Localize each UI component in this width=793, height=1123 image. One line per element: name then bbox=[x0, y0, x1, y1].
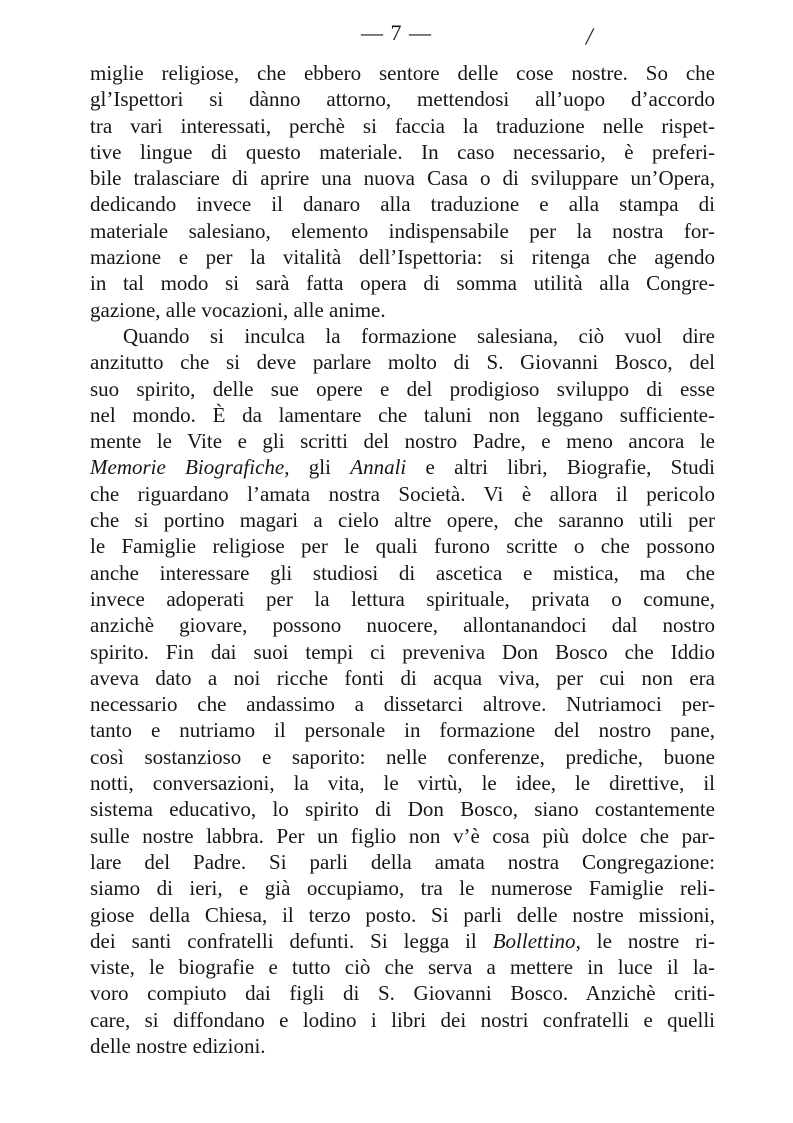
text-line bbox=[90, 113, 715, 139]
text-line bbox=[90, 928, 715, 954]
text-run: sistema educativo, lo spirito di Don Bosco, siano costantemente bbox=[90, 797, 715, 822]
text-run: così sostanzioso e saporito: nelle conferenze, prediche, buone bbox=[90, 744, 715, 769]
text-line bbox=[90, 665, 715, 691]
text-line bbox=[90, 218, 715, 244]
text-run: viste, le biografie e tutto ciò che serva a mettere in luce il la- bbox=[90, 955, 715, 980]
text-line bbox=[90, 86, 715, 112]
text-line bbox=[90, 849, 715, 875]
text-line bbox=[90, 270, 715, 296]
text-run: gl’Ispettori si dànno attorno, mettendosi all’uopo d’accordo bbox=[90, 87, 715, 112]
text-line bbox=[90, 297, 715, 323]
text-line bbox=[90, 165, 715, 191]
text-run: aveva dato a noi ricche fonti di acqua viva, per cui non era bbox=[90, 665, 715, 690]
text-line bbox=[90, 533, 715, 559]
text-line bbox=[90, 902, 715, 928]
text-line bbox=[90, 323, 715, 349]
text-line bbox=[90, 376, 715, 402]
text-line bbox=[90, 1007, 715, 1033]
text-run: anzitutto che si deve parlare molto di S. Giovanni Bosco, del bbox=[90, 350, 715, 375]
body-text bbox=[90, 60, 715, 1059]
text-line bbox=[90, 744, 715, 770]
text-line bbox=[90, 612, 715, 638]
text-line bbox=[90, 507, 715, 533]
text-run: miglie religiose, che ebbero sentore delle cose nostre. So che bbox=[90, 61, 715, 85]
text-run: suo spirito, delle sue opere e del prodigioso sviluppo di esse bbox=[90, 376, 715, 401]
text-run: necessario che andassimo a dissetarci altrove. Nutriamoci per- bbox=[90, 692, 715, 717]
page-number: — 7 — bbox=[361, 20, 432, 45]
text-run: in tal modo si sarà fatta opera di somma utilità alla Congre- bbox=[90, 271, 715, 296]
text-run: tanto e nutriamo il personale in formazione del nostro pane, bbox=[90, 718, 715, 743]
text-run: tra vari interessati, perchè si faccia la traduzione nelle rispet- bbox=[90, 113, 715, 138]
text-run: Quando si inculca la formazione salesiana, ciò vuol dire bbox=[123, 323, 715, 348]
text-run: dedicando invece il danaro alla traduzione e alla stampa di bbox=[90, 192, 715, 217]
text-line bbox=[90, 191, 715, 217]
text-line bbox=[90, 1033, 715, 1059]
italic-title: Bollettino bbox=[492, 928, 576, 953]
text-line bbox=[90, 560, 715, 586]
text-run: che si portino magari a cielo altre opere, che saranno utili per bbox=[90, 508, 715, 533]
text-run: siamo di ieri, e già occupiamo, tra le numerose Famiglie reli- bbox=[90, 876, 715, 901]
text-line bbox=[90, 428, 715, 454]
text-run: invece adoperati per la lettura spirituale, privata o comune, bbox=[90, 586, 715, 611]
text-line bbox=[90, 402, 715, 428]
margin-mark: / bbox=[584, 21, 596, 52]
text-line bbox=[90, 796, 715, 822]
text-line bbox=[90, 139, 715, 165]
text-run: mazione e per la vitalità dell’Ispettoria: si ritenga che agendo bbox=[90, 245, 715, 270]
text-run: e altri libri, Biografie, Studi bbox=[406, 455, 716, 480]
text-run: , gli bbox=[284, 455, 351, 480]
text-line bbox=[90, 60, 715, 86]
text-line bbox=[90, 349, 715, 375]
text-run: giose della Chiesa, il terzo posto. Si parli delle nostre missioni, bbox=[90, 902, 715, 927]
text-line bbox=[90, 875, 715, 901]
text-run: sulle nostre labbra. Per un figlio non v’è cosa più dolce che par- bbox=[90, 823, 715, 848]
text-line bbox=[90, 586, 715, 612]
text-run: voro compiuto dai figli di S. Giovanni Bosco. Anzichè criti- bbox=[90, 981, 715, 1006]
text-run: bile tralasciare di aprire una nuova Casa o di sviluppare un’Opera, bbox=[90, 166, 715, 191]
text-run: mente le Vite e gli scritti del nostro Padre, e meno ancora le bbox=[90, 429, 715, 454]
text-run: delle nostre edizioni. bbox=[90, 1033, 266, 1058]
text-run: dei santi confratelli defunti. Si legga il bbox=[90, 928, 493, 953]
text-run: care, si diffondano e lodino i libri dei nostri confratelli e quelli bbox=[90, 1007, 715, 1032]
text-line bbox=[90, 770, 715, 796]
text-line bbox=[90, 823, 715, 849]
text-run: anche interessare gli studiosi di ascetica e mistica, ma che bbox=[90, 560, 715, 585]
text-run: spirito. Fin dai suoi tempi ci preveniva Don Bosco che Iddio bbox=[90, 639, 715, 664]
text-run: tive lingue di questo materiale. In caso necessario, è preferi- bbox=[90, 139, 715, 164]
text-run: nel mondo. È da lamentare che taluni non leggano sufficiente- bbox=[90, 402, 715, 427]
text-run: gazione, alle vocazioni, alle anime. bbox=[90, 297, 386, 322]
text-run: che riguardano l’amata nostra Società. Vi è allora il pericolo bbox=[90, 481, 715, 506]
text-line bbox=[90, 691, 715, 717]
text-run: lare del Padre. Si parli della amata nostra Congregazione: bbox=[90, 849, 715, 874]
text-run: , le nostre ri- bbox=[575, 928, 715, 953]
text-line bbox=[90, 954, 715, 980]
text-line bbox=[90, 717, 715, 743]
text-line bbox=[90, 481, 715, 507]
text-run: anzichè giovare, possono nuocere, allontanandoci dal nostro bbox=[90, 613, 715, 638]
italic-title: Memorie Biografiche bbox=[90, 455, 285, 480]
text-line bbox=[90, 980, 715, 1006]
text-run: le Famiglie religiose per le quali furono scritte o che possono bbox=[90, 534, 715, 559]
text-line bbox=[90, 639, 715, 665]
text-run: notti, conversazioni, la vita, le virtù, le idee, le direttive, il bbox=[90, 771, 715, 796]
italic-title: Annali bbox=[350, 455, 407, 480]
text-line bbox=[90, 454, 715, 480]
text-line bbox=[90, 244, 715, 270]
text-run: materiale salesiano, elemento indispensabile per la nostra for- bbox=[90, 218, 715, 243]
